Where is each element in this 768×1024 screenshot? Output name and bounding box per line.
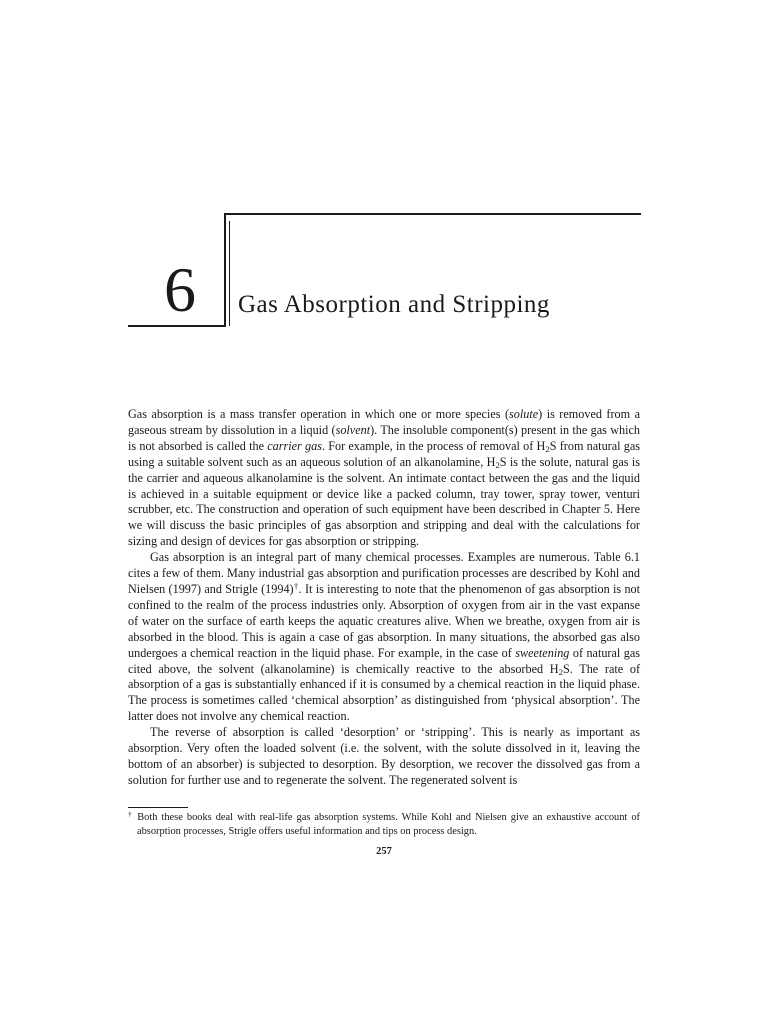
footnote-reference: †	[293, 581, 299, 592]
footnote	[128, 811, 640, 839]
chapter-rule-top	[224, 213, 641, 215]
paragraph-3: The reverse of absorption is called ‘desorption’ or ‘stripping’. This is nearly as important as absorption. Very often the loaded solvent (i.e. the solvent, with the solute dissolved in it, leaving the bottom of an absorber) is subjected to desorption. By desorption, we recover the dissolved gas from a solution for further use and to regenerate the solvent. The regenerated solvent is	[128, 725, 640, 787]
chapter-rule-vertical	[224, 213, 226, 326]
paragraph-1: Gas absorption is a mass transfer operation in which one or more species (solute) is removed from a gaseous stream by dissolution in a liquid (solvent). The insoluble component(s) present in the gas which is not absorbed is called the carrier gas. For example, in the process of removal of $H_2S$ from natural gas using a suitable solvent such as an aqueous solution of an alkanolamine, $H_2S$ is the solute, natural gas is the carrier and aqueous alkanolamine is the solvent. An intimate contact between the gas and the liquid is achieved in a suitable equipment or device like a packed column, tray tower, spray tower, venturi scrubber, etc. The construction and operation of such equipment have been described in Chapter 5. Here we will discuss the basic principles of gas absorption and stripping and deal with the calculations for sizing and design of devices for gas absorption or stripping.	[128, 407, 641, 549]
footnote-mark: †	[128, 809, 134, 819]
chapter-title: Gas Absorption and Stripping	[238, 291, 550, 318]
paragraph-2: Gas absorption is an integral part of many chemical processes. Examples are numerous. Table 6.1 cites a few of them. Many industrial gas absorption and purification processes are described by Kohl and Nielsen (1997) and Strigle (1994)†. It is interesting to note that the phenomenon of gas absorption is not confined to the realm of the process industries only. Absorption of oxygen from air in the vast expanse of water on the surface of earth keeps the aquatic creatures alive. When we breathe, oxygen from air is absorbed in the blood. This is again a case of gas absorption. In many situations, the absorbed gas also undergoes a chemical reaction in the liquid phase. For example, in the case of sweetening of natural gas cited above, the solvent (alkanolamine) is chemically reactive to the absorbed $H_2S$. The rate of absorption of a gas is substantially enhanced if it is consumed by a chemical reaction in the liquid phase. The process is sometimes called ‘chemical absorption’ as distinguished from ‘physical absorption’. The latter does not involve any chemical reaction.	[128, 550, 641, 724]
chapter-rule-vertical-inner	[229, 221, 230, 326]
page-number: 257	[376, 846, 392, 857]
chapter-rule-bottom	[128, 325, 226, 327]
chapter-number: 6	[164, 254, 196, 325]
footnote-text: Both these books deal with real-life gas absorption systems. While Kohl and Nielsen give an exhaustive account of absorption processes, Strigle offers useful information and tips on process design.	[133, 812, 641, 837]
footnote-rule	[128, 807, 188, 808]
body-text	[128, 407, 640, 789]
